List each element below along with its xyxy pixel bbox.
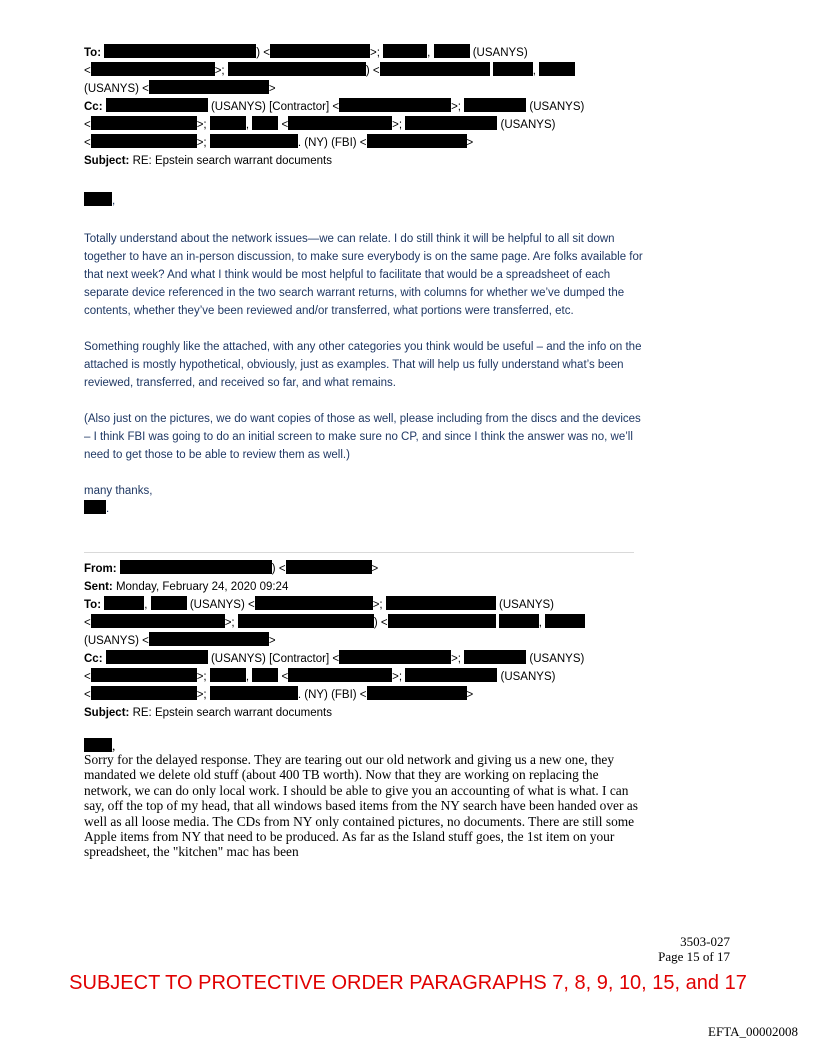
sent-line — [84, 578, 585, 596]
text: >; — [372, 599, 383, 611]
text: , — [144, 599, 148, 611]
text: > — [371, 563, 379, 575]
text: (USANYS) [Contractor] < — [210, 101, 340, 113]
redaction — [270, 44, 370, 58]
text: ) < — [271, 563, 286, 575]
text: . — [106, 503, 110, 515]
to-line — [84, 44, 584, 62]
text: , — [112, 738, 116, 753]
text: . (NY) (FBI) < — [297, 689, 367, 701]
redaction — [106, 98, 208, 112]
text: >; — [451, 653, 461, 665]
redaction — [405, 668, 497, 682]
redaction — [388, 614, 496, 628]
text: ) < — [365, 65, 380, 77]
subject-text: RE: Epstein search warrant documents — [132, 155, 333, 167]
to-label: To: — [84, 47, 102, 59]
text: > — [466, 689, 474, 701]
text: < — [84, 689, 91, 701]
redaction — [210, 116, 246, 130]
text: < — [84, 65, 91, 77]
text: < — [84, 137, 91, 149]
redaction — [151, 596, 187, 610]
redaction — [104, 44, 256, 58]
to-line — [84, 632, 585, 650]
text: (USANYS) < — [84, 83, 149, 95]
redaction — [91, 668, 197, 682]
redaction — [367, 686, 467, 700]
text: (USANYS) [Contractor] < — [210, 653, 340, 665]
redaction — [464, 650, 526, 664]
redaction — [84, 192, 112, 206]
redaction — [252, 668, 278, 682]
redaction — [91, 116, 197, 130]
from-line — [84, 560, 585, 578]
redaction — [386, 596, 496, 610]
text: (USANYS) — [472, 47, 528, 59]
redaction — [120, 560, 272, 574]
original-body: Sorry for the delayed response. They are tearing out our old network and giving us a new one, they mandated we delete old stuff (about 400 TB worth). Now that they are working on replacing the network, we can do only local work. I should be able to give you an accounting of what is what. I can say, off the top of my head, that all windows based items from the NY search have been handed over as well as all loose media. The CDs from NY only contained pictures, no documents. There are still some Apple items from NY that need to be produced. As far as the Island stuff goes, the 1st item on your spreadsheet, the "kitchen" mac has been — [84, 752, 638, 860]
text: , — [112, 195, 116, 207]
redaction — [493, 62, 533, 76]
email-header-original — [84, 560, 585, 722]
page-number: Page 15 of 17 — [658, 949, 730, 964]
cc-line — [84, 650, 585, 668]
text: >; — [392, 119, 403, 131]
redaction — [286, 560, 372, 574]
redaction — [149, 632, 269, 646]
page-reference — [658, 934, 730, 964]
efta-stamp: EFTA_00002008 — [708, 1024, 798, 1039]
redaction — [91, 614, 225, 628]
sent-label: Sent: — [84, 581, 113, 593]
protective-order-notice: SUBJECT TO PROTECTIVE ORDER PARAGRAPHS 7, 8, 9, 10, 15, and 17 — [69, 972, 747, 994]
paragraph: Totally understand about the network issues—we can relate. I do still think it will be helpful to all sit down together to have an in-person discussion, to make sure everybody is on the same page. Are folks available for that next week? And what I think would be most helpful to facilitate that would be a spreadsheet of each separate device referenced in the two search warrant returns, with columns for whether we’ve dumped the contents, whether they’ve been reviewed and/or transferred, what portions were transferred, etc. — [84, 233, 643, 317]
to-line — [84, 596, 585, 614]
text: < — [84, 119, 91, 131]
redaction — [434, 44, 470, 58]
text: ) < — [373, 617, 388, 629]
redaction — [367, 134, 467, 148]
to-label: To: — [84, 599, 102, 611]
redaction — [106, 650, 208, 664]
text: >; — [196, 689, 207, 701]
redaction — [149, 80, 269, 94]
text: < — [84, 617, 91, 629]
paragraph: Something roughly like the attached, with any other categories you think would be useful – and the info on the attached is mostly hypothetical, obviously, just as examples. That will help us fully understand what’s been reviewed, transferred, and received so far, and what remains. — [84, 341, 642, 389]
redaction — [539, 62, 575, 76]
text: >; — [196, 671, 207, 683]
text: (USANYS) < — [84, 635, 149, 647]
redaction — [464, 98, 526, 112]
text: , — [245, 119, 250, 131]
cc-line — [84, 134, 584, 152]
redaction — [252, 116, 278, 130]
redaction — [339, 650, 451, 664]
redaction — [91, 686, 197, 700]
to-line — [84, 62, 584, 80]
redaction — [228, 62, 366, 76]
text: >; — [214, 65, 225, 77]
from-label: From: — [84, 563, 117, 575]
text: < — [281, 671, 289, 683]
text: (USANYS) — [500, 671, 556, 683]
redaction — [91, 62, 215, 76]
text: (USANYS) — [529, 653, 585, 665]
text: < — [281, 119, 289, 131]
text: >; — [369, 47, 380, 59]
redaction — [405, 116, 497, 130]
subject-line — [84, 152, 584, 170]
redaction — [91, 134, 197, 148]
greeting — [84, 192, 644, 210]
to-line — [84, 614, 585, 632]
subject-line — [84, 704, 585, 722]
redaction — [288, 116, 392, 130]
text: >; — [392, 671, 403, 683]
redaction — [210, 686, 298, 700]
doc-ref: 3503-027 — [680, 934, 730, 949]
redaction — [383, 44, 427, 58]
redaction — [380, 62, 490, 76]
text: >; — [196, 119, 207, 131]
subject-label: Subject: — [84, 707, 130, 719]
text: > — [466, 137, 474, 149]
text: (USANYS) — [499, 599, 554, 611]
cc-line — [84, 668, 585, 686]
text: ) < — [256, 47, 270, 59]
redaction — [210, 668, 246, 682]
separator — [84, 552, 634, 553]
redaction — [84, 500, 106, 514]
redaction — [339, 98, 451, 112]
text: , — [532, 65, 536, 77]
sent-date: Monday, February 24, 2020 09:24 — [115, 581, 289, 593]
redaction — [288, 668, 392, 682]
text: >; — [196, 137, 207, 149]
text: . (NY) (FBI) < — [297, 137, 367, 149]
text: , — [538, 617, 542, 629]
signature — [84, 500, 644, 518]
text: (USANYS) — [500, 119, 556, 131]
closing: many thanks, — [84, 485, 153, 497]
subject-text: RE: Epstein search warrant documents — [132, 707, 333, 719]
redaction — [210, 134, 298, 148]
text: >; — [451, 101, 461, 113]
text: > — [268, 635, 276, 647]
to-line — [84, 80, 584, 98]
email-header-reply — [84, 44, 584, 170]
redaction — [84, 738, 112, 752]
text: > — [268, 83, 276, 95]
cc-label: Cc: — [84, 101, 103, 113]
cc-line — [84, 98, 584, 116]
cc-line — [84, 686, 585, 704]
text: , — [427, 47, 431, 59]
text: , — [245, 671, 250, 683]
reply-body — [84, 230, 644, 518]
subject-label: Subject: — [84, 155, 130, 167]
cc-line — [84, 116, 584, 134]
redaction — [238, 614, 374, 628]
text: < — [84, 671, 91, 683]
text: (USANYS) — [529, 101, 585, 113]
text: (USANYS) < — [189, 599, 255, 611]
redaction — [104, 596, 144, 610]
redaction — [545, 614, 585, 628]
redaction — [499, 614, 539, 628]
text: >; — [224, 617, 235, 629]
cc-label: Cc: — [84, 653, 103, 665]
redaction — [255, 596, 373, 610]
paragraph: (Also just on the pictures, we do want copies of those as well, please including from the discs and the devices – I think FBI was going to do an initial screen to make sure no CP, and since I think the answer was no, we’ll need to get those to be able to review them as well.) — [84, 413, 641, 461]
